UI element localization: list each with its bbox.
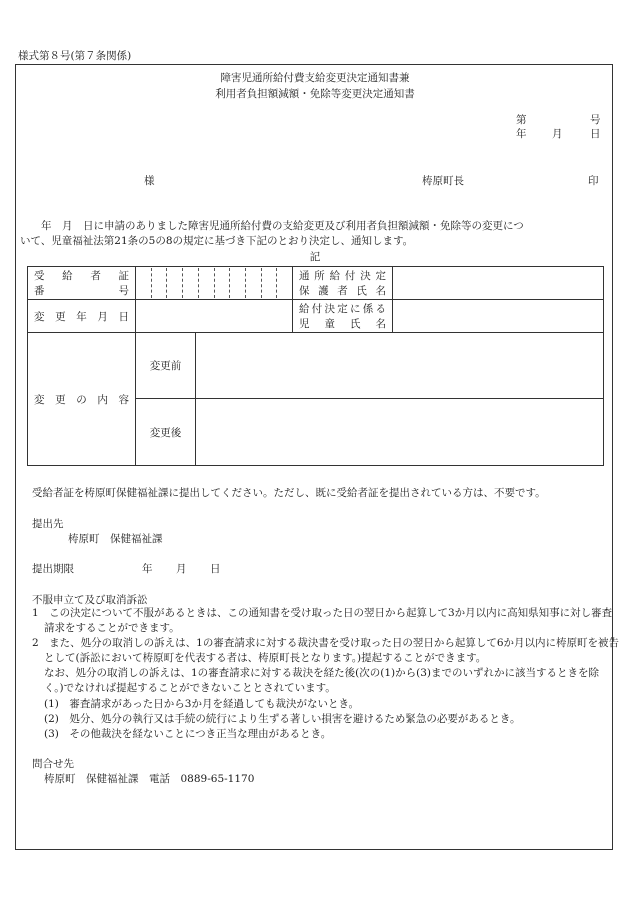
digit-box bbox=[152, 268, 168, 298]
label-char: 童 bbox=[324, 318, 335, 330]
label-char: 年 bbox=[76, 310, 87, 323]
child-name-label-line1 bbox=[293, 301, 392, 316]
seal-mark: 印 bbox=[588, 175, 599, 187]
label-char: 給 bbox=[62, 270, 73, 282]
label-char: 係 bbox=[362, 303, 374, 315]
label-char: 内 bbox=[97, 393, 108, 406]
label-char: る bbox=[375, 303, 386, 315]
appeal-subitem-2: (2) 処分、処分の執行又は手続の続行により生ずる著しい損害を避けるため緊急の必要があるとき。 bbox=[44, 713, 521, 725]
appeal-item-2: 2 また、処分の取消しの訴えは、1の審査請求に対する裁決書を受け取った日の翌日から起算して6か月以内に梼原町を被告として(訴訟において梼原町を代表する者は、梼原町長となります。)提起することができます。 bbox=[32, 637, 620, 664]
intro-line-1: 年 月 日に申請のありました障害児通所給付費の支給変更及び利用者負担額減額・免除等の変更につ bbox=[20, 220, 524, 232]
label-char: 名 bbox=[375, 318, 386, 330]
guardian-label bbox=[293, 267, 393, 300]
child-name-field[interactable] bbox=[393, 300, 604, 333]
before-field[interactable] bbox=[196, 333, 604, 399]
contact-info: 梼原町 保健福祉課 電話 0889-65-1170 bbox=[44, 773, 255, 785]
label-char: 給 bbox=[299, 303, 310, 315]
label-char: 保 bbox=[299, 285, 310, 297]
label-char: 所 bbox=[314, 270, 325, 282]
label-char: 証 bbox=[118, 270, 129, 282]
recipient-suffix: 様 bbox=[144, 175, 155, 187]
label-char: 受 bbox=[34, 270, 45, 282]
label-char: 更 bbox=[55, 310, 66, 323]
appeal-note: なお、処分の取消しの訴えは、1の審査請求に対する裁決を経た後(次の(1)から(3)までのいずれかに該当するときを除く。)でなければ提起することができないこととされています。 bbox=[44, 667, 600, 694]
doc-number-go: 号 bbox=[590, 114, 601, 126]
label-char: 通 bbox=[299, 270, 310, 282]
doc-number-dai: 第 bbox=[516, 114, 527, 126]
digit-box bbox=[277, 268, 292, 298]
intro-line-2: いて、児童福祉法第21条の5の8の規定に基づき下記のとおり決定し、通知します。 bbox=[20, 235, 414, 247]
label-char: 氏 bbox=[356, 285, 367, 297]
child-name-label bbox=[293, 300, 393, 333]
label-char: 給 bbox=[329, 270, 341, 282]
change-content-label bbox=[28, 333, 136, 466]
submission-notice: 受給者証を梼原町保健福祉課に提出してください。ただし、既に受給者証を提出されている方は、不要です。 bbox=[32, 487, 546, 499]
cert-number-label-line1 bbox=[28, 268, 135, 283]
change-content-label-line bbox=[28, 392, 135, 407]
doc-date-month: 月 bbox=[552, 128, 563, 140]
child-name-label-line2 bbox=[293, 316, 392, 331]
guardian-label-line1 bbox=[293, 268, 392, 283]
label-char: に bbox=[350, 303, 361, 315]
label-char: 定 bbox=[337, 303, 348, 315]
label-char: 名 bbox=[375, 285, 386, 297]
label-char: 者 bbox=[337, 285, 348, 297]
change-date-label bbox=[28, 300, 136, 333]
before-label: 変更前 bbox=[136, 333, 196, 399]
guardian-label-line2 bbox=[293, 283, 392, 298]
after-field[interactable] bbox=[196, 399, 604, 466]
label-char: 容 bbox=[118, 393, 129, 406]
label-char: 付 bbox=[311, 303, 323, 315]
label-char: の bbox=[76, 393, 87, 406]
change-date-label-line bbox=[28, 309, 135, 324]
ki-label: 記 bbox=[309, 251, 321, 263]
label-char: 号 bbox=[118, 285, 129, 297]
issuer-name: 梼原町長 bbox=[422, 175, 464, 187]
appeal-subitem-3: (3) その他裁決を経ないことにつき正当な理由があるとき。 bbox=[44, 728, 332, 740]
digit-box bbox=[199, 268, 215, 298]
doc-date-day: 日 bbox=[590, 128, 601, 140]
title-line-1: 障害児通所給付費支給変更決定通知書兼 bbox=[220, 72, 410, 84]
digit-box bbox=[215, 268, 231, 298]
submit-to-office: 梼原町 保健福祉課 bbox=[68, 533, 163, 545]
title-line-2: 利用者負担額減額・免除等変更決定通知書 bbox=[215, 88, 415, 100]
digit-box bbox=[167, 268, 183, 298]
digit-box bbox=[230, 268, 246, 298]
cert-number-label-line2 bbox=[28, 283, 135, 298]
label-char: 護 bbox=[318, 285, 329, 297]
submit-to-heading: 提出先 bbox=[32, 518, 64, 530]
appeal-heading: 不服申立て及び取消訴訟 bbox=[32, 594, 148, 606]
doc-date-year: 年 bbox=[516, 128, 527, 140]
label-char: 定 bbox=[375, 270, 386, 282]
deadline-day: 日 bbox=[210, 563, 221, 575]
digit-box bbox=[262, 268, 278, 298]
label-char: 者 bbox=[90, 270, 101, 282]
label-char: 氏 bbox=[350, 318, 361, 330]
form-number: 様式第８号(第７条関係) bbox=[18, 50, 132, 62]
appeal-subitem-1: (1) 審査請求があった日から3か月を経過しても裁決がないとき。 bbox=[44, 698, 360, 710]
guardian-name-field[interactable] bbox=[393, 267, 604, 300]
deadline-month: 月 bbox=[176, 563, 187, 575]
appeal-item-1: 1 この決定について不服があるときは、この通知書を受け取った日の翌日から起算して3か月以内に高知県知事に対し審査請求をすることができます。 bbox=[32, 607, 613, 634]
label-char: 更 bbox=[55, 393, 66, 406]
digit-box bbox=[246, 268, 262, 298]
digit-box bbox=[136, 268, 152, 298]
cert-number-field[interactable] bbox=[136, 267, 293, 300]
digit-box bbox=[183, 268, 199, 298]
label-char: 番 bbox=[34, 285, 45, 297]
label-char: 日 bbox=[118, 310, 129, 323]
label-char: 変 bbox=[34, 393, 45, 406]
label-char: 変 bbox=[34, 310, 45, 323]
contact-heading: 問合せ先 bbox=[32, 758, 74, 770]
change-date-field[interactable] bbox=[136, 300, 293, 333]
cert-number-digit-boxes bbox=[136, 268, 292, 298]
deadline-year: 年 bbox=[142, 563, 153, 575]
label-char: 月 bbox=[97, 310, 108, 323]
label-char: 付 bbox=[344, 270, 356, 282]
label-char: 決 bbox=[360, 270, 371, 282]
label-char: 決 bbox=[324, 303, 335, 315]
after-label: 変更後 bbox=[136, 399, 196, 466]
deadline-heading: 提出期限 bbox=[32, 563, 74, 575]
info-table bbox=[27, 266, 604, 466]
cert-number-label bbox=[28, 267, 136, 300]
label-char: 児 bbox=[299, 318, 310, 330]
